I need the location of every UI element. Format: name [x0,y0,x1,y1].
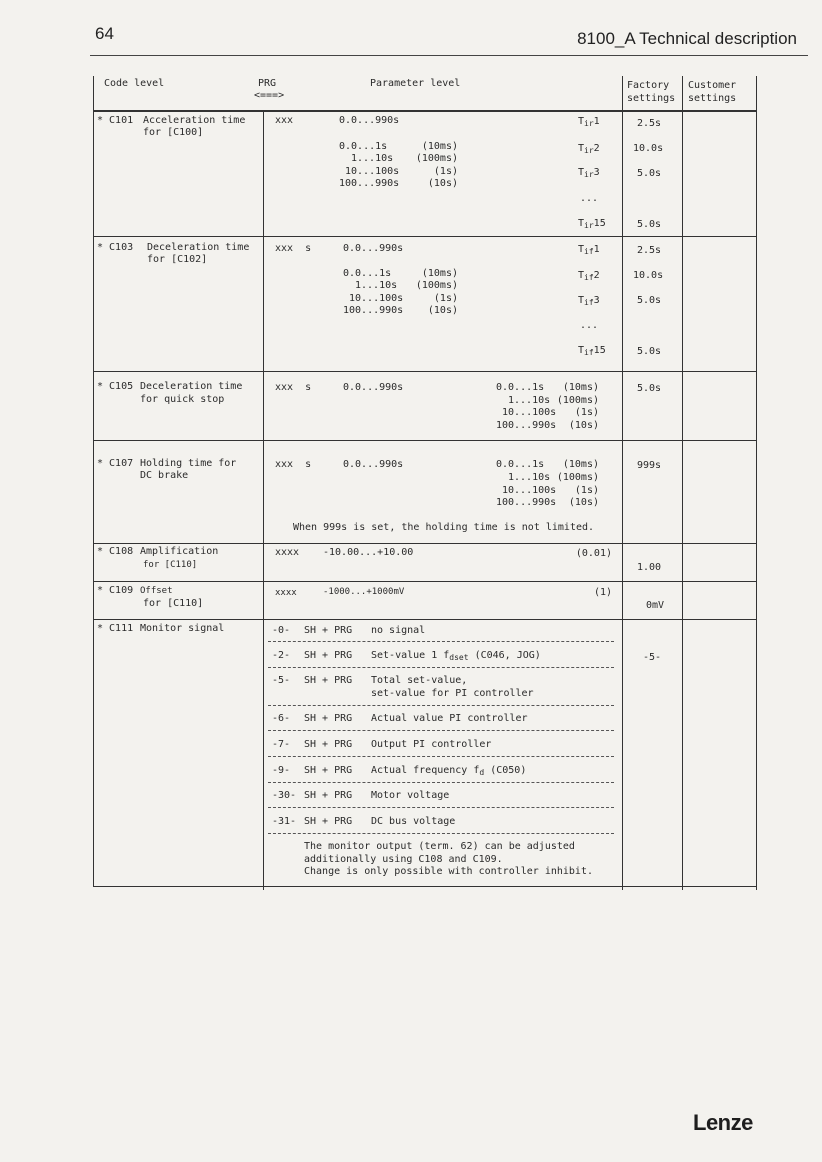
page-title: 8100_A Technical description [577,29,797,48]
parameter-name: Deceleration time [147,242,250,253]
option-key: SH + PRG [304,713,353,724]
col-header-parameter-level: Parameter level [370,78,461,89]
factory-value: 0mV [646,600,665,611]
range: -10.00...+10.00 [323,547,414,558]
option-text: Set-value 1 $f_{dset}$ (C046, JOG) [371,650,541,662]
col-header-customer: Customer [688,80,737,91]
sub-step: (1s) [433,293,458,304]
range: 0.0...990s [343,459,404,470]
prg-format: xxxx [275,588,297,598]
factory-value: 5.0s [637,219,662,230]
factory-value: 10.0s [633,143,664,154]
parameter-name-2: for [C110] [143,598,204,609]
note: When 999s is set, the holding time is not limited. [293,522,595,533]
option-key: SH + PRG [304,675,353,686]
note-line: additionally using C108 and C109. [304,854,503,865]
ramp-t2: $T_{if}2$ [578,270,600,282]
parameter-name: Deceleration time [140,381,243,392]
sub-step: (10s) [568,497,599,508]
sub-step: (1s) [574,485,599,496]
sub-step: (100ms) [556,472,599,483]
sub-step: (100ms) [415,153,458,164]
range: 0.0...990s [343,243,404,254]
option-text: no signal [371,625,426,636]
option-text: Actual value PI controller [371,713,528,724]
parameter-name: Holding time for [140,458,237,469]
factory-value: 999s [637,460,662,471]
code: * C109 [97,585,134,596]
sub-step: (100ms) [415,280,458,291]
step: (0.01) [575,548,612,559]
prg-format: xxx s [275,459,312,470]
option-code: -31- [272,816,297,827]
sub-step: (10s) [568,420,599,431]
ramp-t15: $T_{if}15$ [578,345,606,357]
ramp-t3: $T_{ir}3$ [578,167,600,179]
factory-value: 10.0s [633,270,664,281]
option-code: -9- [272,765,291,776]
sub-range: 100...990s [339,178,400,189]
code: * C103 [97,242,134,253]
sub-range: 10...100s [502,407,557,418]
sub-range: 10...100s [345,166,400,177]
factory-value: 2.5s [637,245,662,256]
note-line: The monitor output (term. 62) can be adjusted [304,841,575,852]
option-text: Motor voltage [371,790,450,801]
sub-range: 10...100s [349,293,404,304]
option-code: -7- [272,739,291,750]
ramp-t1: $T_{ir}1$ [578,116,600,128]
ramp-t2: $T_{ir}2$ [578,143,600,155]
prg-format: xxx [275,115,294,126]
code: * C101 [97,115,134,126]
option-text-2: set-value for PI controller [371,688,534,699]
sub-range: 0.0...1s [339,141,388,152]
code: * C105 [97,381,134,392]
col-header-factory-2: settings [627,93,676,104]
sub-range: 0.0...1s [496,382,545,393]
factory-value: 5.0s [637,346,662,357]
sub-range: 100...990s [496,497,557,508]
prg-format: xxx s [275,382,312,393]
sub-range: 0.0...1s [343,268,392,279]
option-key: SH + PRG [304,790,353,801]
sub-range: 0.0...1s [496,459,545,470]
parameter-name-2: for [C110] [143,560,198,570]
option-text: Actual frequency $f_d$ (C050) [371,765,527,777]
col-header-prg-arrow: <===> [254,90,285,101]
sub-step: (10ms) [421,141,458,152]
sub-step: (10ms) [562,459,599,470]
sub-step: (10s) [427,305,458,316]
option-key: SH + PRG [304,650,353,661]
factory-value: 2.5s [637,118,662,129]
parameter-name-2: for [C102] [147,254,208,265]
sub-range: 1...10s [355,280,398,291]
range: -1000...+1000mV [323,587,405,597]
sub-range: 1...10s [508,472,551,483]
option-text: DC bus voltage [371,816,456,827]
parameter-name: Amplification [140,546,219,557]
ramp-t3: $T_{if}3$ [578,295,600,307]
factory-value: -5- [643,652,662,663]
sub-step: (10ms) [421,268,458,279]
ramp-t15: $T_{ir}15$ [578,218,606,230]
col-header-factory: Factory [627,80,670,91]
sub-step: (10s) [427,178,458,189]
code: * C111 [97,623,134,634]
option-key: SH + PRG [304,816,353,827]
prg-format: xxxx [275,547,300,558]
parameter-name-2: for quick stop [140,394,225,405]
sub-range: 1...10s [508,395,551,406]
option-text: Total set-value, [371,675,468,686]
option-code: -0- [272,625,291,636]
parameter-name: Offset [140,586,173,596]
option-key: SH + PRG [304,739,353,750]
option-key: SH + PRG [304,625,353,636]
sub-step: (10ms) [562,382,599,393]
factory-value: 5.0s [637,295,662,306]
parameter-name-2: DC brake [140,470,189,481]
lenze-logo: Lenze [693,1110,753,1135]
option-code: -5- [272,675,291,686]
option-text: Output PI controller [371,739,492,750]
ellipsis: ... [580,320,599,331]
page-number: 64 [95,24,114,43]
parameter-name: Monitor signal [140,623,225,634]
sub-step: (100ms) [556,395,599,406]
prg-format: xxx s [275,243,312,254]
option-code: -2- [272,650,291,661]
range: 0.0...990s [343,382,404,393]
parameter-name: Acceleration time [143,115,246,126]
sub-range: 1...10s [351,153,394,164]
col-header-customer-2: settings [688,93,737,104]
ellipsis: ... [580,193,599,204]
sub-range: 100...990s [496,420,557,431]
sub-range: 10...100s [502,485,557,496]
factory-value: 1.00 [637,562,662,573]
sub-step: (1s) [574,407,599,418]
header-rule [90,55,808,56]
option-code: -30- [272,790,297,801]
range: 0.0...990s [339,115,400,126]
sub-range: 100...990s [343,305,404,316]
sub-step: (1s) [433,166,458,177]
col-header-code-level: Code level [104,78,165,89]
code: * C108 [97,546,134,557]
note-line: Change is only possible with controller inhibit. [304,866,593,877]
parameter-name-2: for [C100] [143,127,204,138]
option-key: SH + PRG [304,765,353,776]
option-code: -6- [272,713,291,724]
code: * C107 [97,458,134,469]
col-header-prg: PRG [258,78,277,89]
ramp-t1: $T_{if}1$ [578,244,600,256]
factory-value: 5.0s [637,168,662,179]
step: (1) [593,587,612,598]
factory-value: 5.0s [637,383,662,394]
